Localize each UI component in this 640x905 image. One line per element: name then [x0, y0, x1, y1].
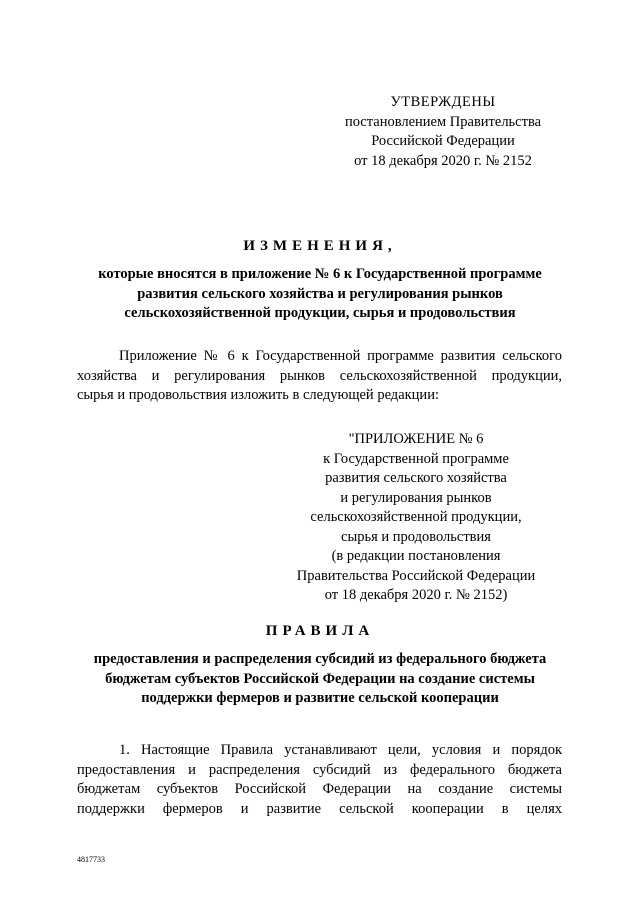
- paragraph-line: поддержки фермеров и развитие сельской кооперации в целях: [77, 800, 562, 817]
- approval-line: УТВЕРЖДЕНЫ: [390, 94, 496, 110]
- appendix-line: "ПРИЛОЖЕНИЕ № 6: [348, 431, 484, 447]
- approval-line: постановлением Правительства: [344, 113, 542, 130]
- paragraph-line: хозяйства и регулирования рынков сельскохозяйственной продукции,: [77, 367, 562, 384]
- approval-line: от 18 декабря 2020 г. № 2152: [354, 152, 532, 169]
- paragraph-line: Приложение № 6 к Государственной программе развития сельского: [119, 348, 562, 364]
- subtitle-line: поддержки фермеров и развитие сельской кооперации: [141, 690, 499, 706]
- changes-title: ИЗМЕНЕНИЯ,: [243, 238, 397, 254]
- appendix-line: сырья и продовольствия: [341, 528, 491, 545]
- approval-stamp: [318, 93, 568, 171]
- paragraph-line: сырья и продовольствия изложить в следующей редакции:: [77, 387, 439, 403]
- paragraph-line: предоставления и распределения субсидий из федерального бюджета: [77, 761, 562, 778]
- subtitle-line: которые вносятся в приложение № 6 к Государственной программе: [98, 266, 542, 282]
- appendix-line: от 18 декабря 2020 г. № 2152): [324, 587, 508, 603]
- approval-line: Российской Федерации: [371, 133, 515, 149]
- changes-subtitle: [70, 265, 570, 324]
- appendix-line: и регулирования рынков: [340, 489, 492, 506]
- subtitle-line: развития сельского хозяйства и регулирования рынков: [137, 285, 503, 302]
- changes-paragraph: [77, 347, 562, 406]
- paragraph-line: 1. Настоящие Правила устанавливают цели, условия и порядок: [119, 742, 562, 758]
- appendix-line: к Государственной программе: [323, 450, 509, 467]
- appendix-line: Правительства Российской Федерации: [296, 567, 536, 584]
- rules-subtitle: [70, 650, 570, 709]
- rules-title: ПРАВИЛА: [265, 623, 375, 639]
- appendix-line: (в редакции постановления: [331, 548, 501, 564]
- document-number: 4817733: [77, 855, 105, 864]
- subtitle-line: предоставления и распределения субсидий из федерального бюджета: [93, 651, 547, 667]
- subtitle-line: бюджетам субъектов Российской Федерации на создание системы: [105, 670, 535, 687]
- appendix-line: сельскохозяйственной продукции,: [310, 509, 522, 525]
- subtitle-line: сельскохозяйственной продукции, сырья и продовольствия: [124, 305, 516, 321]
- appendix-line: развития сельского хозяйства: [325, 470, 507, 486]
- rules-paragraph: [77, 741, 562, 819]
- appendix-header: [286, 430, 546, 606]
- paragraph-line: бюджетам субъектов Российской Федерации на создание системы: [77, 781, 562, 797]
